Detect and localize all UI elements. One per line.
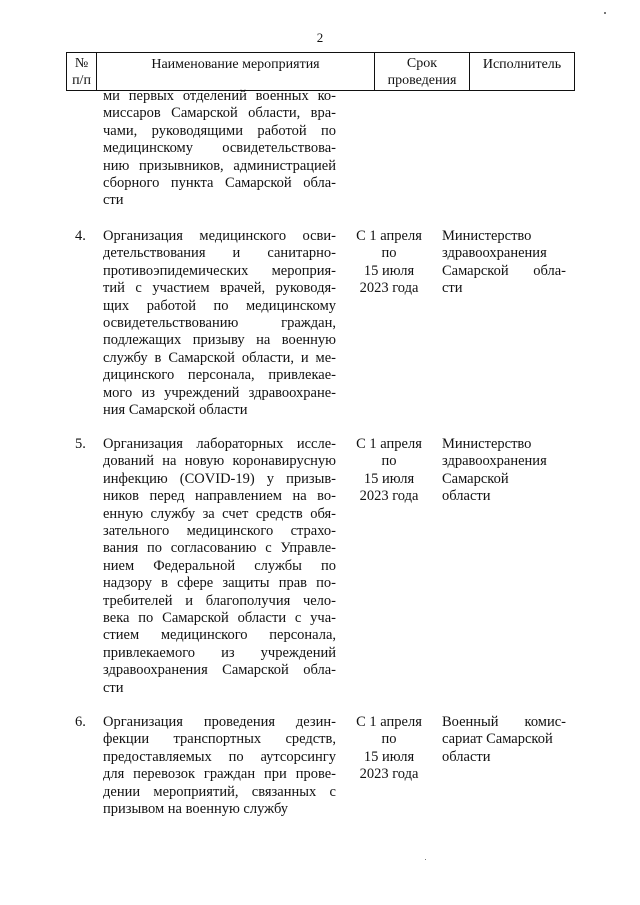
- row-number: 6.: [75, 714, 86, 730]
- row-term: С 1 апреля по 15 июля 2023 года: [356, 436, 422, 505]
- row-term: С 1 апреля по 15 июля 2023 года: [356, 714, 422, 783]
- header-executor: Исполнитель: [470, 53, 575, 91]
- row-number: 5.: [75, 436, 86, 452]
- row-name: Организация медицинского осви- детельствования и санитарно- противоэпидемических мероприя- тий с участием врачей, руководя- щих работой по медицинскому освидетельствованию граждан, подлежащих призыву на военную службу в Самарской области, и ме- дицинского персонала, привлекае- мого из учреждений здравоохране- ния Самарской области: [103, 228, 336, 419]
- header-term: Срок проведения: [375, 53, 470, 91]
- row-executor: Министерство здравоохранения Самарской обла- сти: [442, 228, 566, 297]
- scan-speck: [604, 12, 606, 14]
- page-number: 2: [316, 30, 324, 45]
- row-name: Организация проведения дезин- фекции транспортных средств, предоставляемых по аутсорсингу для перевозок граждан при прове- дении мероприятий, связанных с призывом на военную службу: [103, 714, 336, 818]
- row-number: 4.: [75, 228, 86, 244]
- row-term: С 1 апреля по 15 июля 2023 года: [356, 228, 422, 297]
- continuation-text: ми первых отделений военных ко- миссаров Самарской области, вра- чами, руководящими работой по медицинскому освидетельствова- нию призывников, администрацией сборного пункта Самарской обла- сти: [103, 88, 336, 209]
- header-num: № п/п: [67, 53, 97, 91]
- scan-speck: [425, 859, 426, 860]
- row-name: Организация лабораторных иссле- дований на новую коронавирусную инфекцию (COVID-19) у призыв- ников перед направлением на во- енную службу за счет средств обя- зательного медицинского страхо- вания по согласованию с Управле- нием Федеральной службы по надзору в сфере защиты прав по- требителей и благополучия чело- века по Самарской области с уча- стием медицинского персонала, привлекаемого из учреждений здравоохранения Самарской обла- сти: [103, 436, 336, 696]
- table-header: [66, 52, 575, 91]
- header-name: Наименование мероприятия: [97, 53, 375, 91]
- row-executor: Военный комис- сариат Самарской области: [442, 714, 566, 765]
- row-executor: Министерство здравоохранения Самарской области: [442, 436, 547, 505]
